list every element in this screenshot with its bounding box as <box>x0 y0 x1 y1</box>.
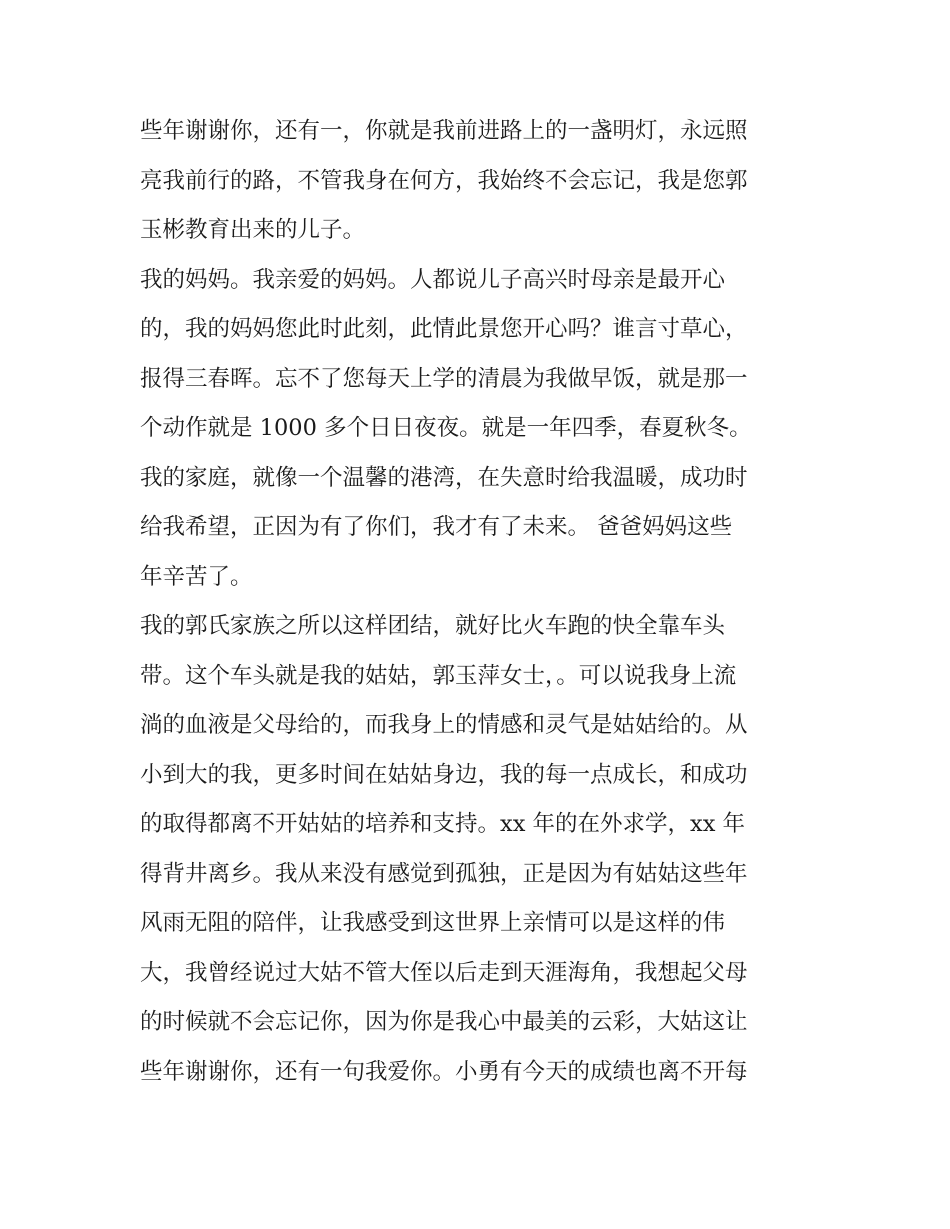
text-line: 的时候就不会忘记你，因为你是我心中最美的云彩，大姑这让 <box>140 1009 748 1035</box>
text-line: 淌的血液是父母给的，而我身上的情感和灵气是姑姑给的。从 <box>140 712 748 738</box>
text-line: 些年谢谢你，还有一，你就是我前进路上的一盏明灯，永远照 <box>140 118 748 144</box>
text-line: 年辛苦了。 <box>140 563 253 590</box>
text-line: 风雨无阻的陪伴，让我感受到这世界上亲情可以是这样的伟 <box>140 910 726 936</box>
text-line: 些年谢谢你，还有一句我爱你。小勇有今天的成绩也离不开每 <box>140 1058 748 1085</box>
text-line: 得背井离乡。我从来没有感觉到孤独，正是因为有姑姑这些年 <box>140 860 748 887</box>
text-line: 我的妈妈。我亲爱的妈妈。人都说儿子高兴时母亲是最开心 <box>140 266 726 293</box>
text-line: 带。这个车头就是我的姑姑，郭玉萍女士，。可以说我身上流 <box>140 662 737 689</box>
text-line: 玉彬教育出来的儿子。 <box>140 217 366 243</box>
text-line: 亮我前行的路，不管我身在何方，我始终不会忘记，我是您郭 <box>140 167 748 194</box>
text-line: 我的郭氏家族之所以这样团结，就好比火车跑的快全靠车头 <box>140 613 726 639</box>
text-line: 报得三春晖。忘不了您每天上学的清晨为我做早饭，就是那一 <box>140 365 748 392</box>
text-line: 的，我的妈妈您此时此刻，此情此景您开心吗？谁言寸草心， <box>140 316 748 342</box>
body-text <box>140 107 830 1097</box>
text-line: 小到大的我，更多时间在姑姑身边，我的每一点成长，和成功 <box>140 761 748 788</box>
text-line: 大，我曾经说过大姑不管大侄以后走到天涯海角，我想起父母 <box>140 959 748 986</box>
text-line: 个动作就是 1000 多个日日夜夜。就是一年四季，春夏秋冬。 <box>140 415 752 441</box>
text-line: 给我希望，正因为有了你们，我才有了未来。 爸爸妈妈这些 <box>140 514 733 540</box>
text-line: 我的家庭，就像一个温馨的港湾，在失意时给我温暖，成功时 <box>140 464 748 491</box>
text-line: 的取得都离不开姑姑的培养和支持。xx 年的在外求学，xx 年 <box>140 811 746 837</box>
